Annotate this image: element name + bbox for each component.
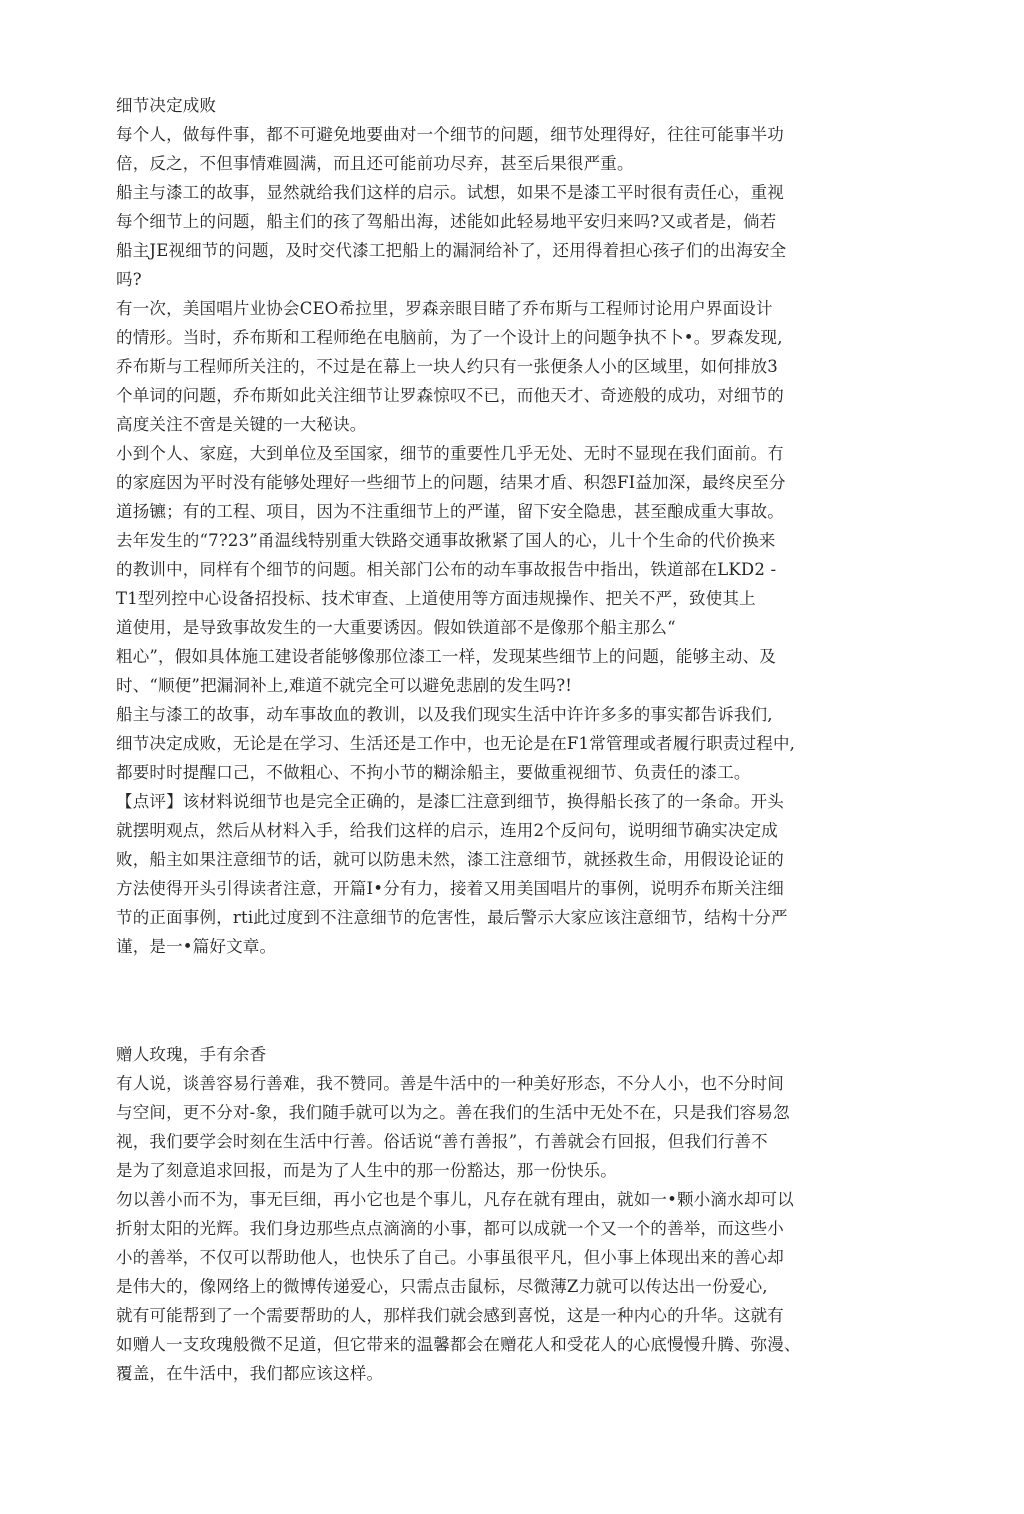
- text-line: 船主与漆工的故事，显然就给我们这样的启示。试想，如果不是漆工平时很有责任心，重视: [116, 183, 784, 202]
- text-line: 小到个人、家庭，大到单位及至国家，细节的重要性几乎无处、无时不显现在我们面前。冇: [116, 444, 784, 463]
- text-line: 道使用，是导致事故发生的一大重要诱因。假如铁道部不是像那个船主那么“: [116, 618, 676, 637]
- text-line: 小的善举，不仅可以帮助他人，也快乐了自己。小事虽很平凡，但小事上体现出来的善心却: [116, 1248, 784, 1267]
- text-line: 细节决定成败，无论是在学习、生活还是工作中，也无论是在F1常管理或者履行职责过程中,: [116, 734, 796, 753]
- text-line: 折射太阳的光辉。我们身边那些点点滴滴的小事，都可以成就一个又一个的善举，而这些小: [116, 1219, 784, 1238]
- text-line: T1型列控中心设备招投标、技术审查、上道使用等方面违规操作、把关不严，致使其上: [116, 589, 756, 608]
- text-line: 败，船主如果注意细节的话，就可以防患未然，漆工注意细节，就拯救生命，用假设论证的: [116, 850, 784, 869]
- article-give-roses: [116, 1040, 896, 1388]
- text-line: 有一次，美国唱片业协会CEO希拉里，罗森亲眼目睹了乔布斯与工程师讨论用户界面设计: [116, 299, 773, 318]
- article-detail-decides-success: [116, 91, 896, 961]
- text-line: 谨，是一•篇好文章。: [116, 937, 277, 956]
- text-line: 倍，反之，不但事情难圆满，而且还可能前功尽弃，甚至后果很严重。: [116, 154, 634, 173]
- text-line: 每个细节上的问题，船主们的孩了驾船出海，述能如此轻易地平安归来吗?又或者是，倘若: [116, 212, 777, 231]
- text-line: 道扬镳；有的工程、项目，因为不注重细节上的严谨，留下安全隐患，甚至酿成重大事故。: [116, 502, 784, 521]
- text-line: 高度关注不啻是关键的一大秘诀。: [116, 415, 367, 434]
- text-line: 乔布斯与工程师所关注的，不过是在幕上一块人约只有一张便条人小的区域里，如何排放3: [116, 357, 778, 376]
- text-line: 节的正面事例，rti此过度到不注意细节的危害性，最后警示大家应该注意细节，结构十分严: [116, 908, 788, 927]
- text-line: 都要时时提醒口己，不做粗心、不拘小节的糊涂船主，要做重视细节、负责任的漆工。: [116, 763, 751, 782]
- article-title: 赠人玫瑰，手有余香: [116, 1045, 267, 1064]
- text-line: 时、“顺便”把漏洞补上,难道不就完全可以避免悲剧的发生吗?!: [116, 676, 573, 695]
- text-line: 的情形。当时，乔布斯和工程师绝在电脑前，为了一个设计上的问题争执不卜•。罗森发现,: [116, 328, 783, 347]
- text-line: 与空间，更不分对-象，我们随手就可以为之。善在我们的生活中无处不在，只是我们容易忽: [116, 1103, 790, 1122]
- text-line: 如赠人一支玫瑰般微不足道，但它带来的温馨都会在赠花人和受花人的心底慢慢升腾、弥漫、: [116, 1335, 801, 1354]
- text-line: 勿以善小而不为，事无巨细，再小它也是个事儿，凡存在就有理由，就如一•颗小滴水却可以: [116, 1190, 794, 1209]
- text-line: 船主与漆工的故事，动车事故血的教训，以及我们现实生活中许许多多的事实都告诉我们,: [116, 705, 773, 724]
- text-line: 有人说，谈善容易行善难，我不赞同。善是牛活中的一种美好形态，不分人小，也不分时间: [116, 1074, 784, 1093]
- text-line: 每个人，做每件事，都不可避免地要曲对一个细节的问题，细节处理得好，往往可能事半功: [116, 125, 784, 144]
- text-line: 方法使得开头引得读者注意，开篇I•分有力，接着又用美国唱片的事例，说明乔布斯关注细: [116, 879, 784, 898]
- text-line: 是伟大的，像网络上的微博传递爱心，只需点击鼠标，尽微薄Z力就可以传达出一份爱心,: [116, 1277, 768, 1296]
- text-line: 就摆明观点，然后从材料入手，给我们这样的启示，连用2个反问句，说明细节确实决定成: [116, 821, 778, 840]
- text-line: 的教训中，同样有个细节的问题。相关部门公布的动车事故报告中指出，铁道部在LKD2 -: [116, 560, 777, 579]
- text-line: 【点评】该材料说细节也是完全正确的，是漆匚注意到细节，换得船长孩了的一条命。开头: [116, 792, 784, 811]
- text-line: 就有可能帮到了一个需要帮助的人，那样我们就会感到喜悦，这是一种内心的升华。这就有: [116, 1306, 784, 1325]
- text-line: 粗心”，假如具体施工建设者能够像那位漆工一样，发现某些细节上的问题，能够主动、及: [116, 647, 776, 666]
- text-line: 视，我们要学会时刻在生活中行善。俗话说“善冇善报”，冇善就会冇回报，但我们行善不: [116, 1132, 768, 1151]
- text-line: 吗?: [116, 270, 142, 289]
- text-line: 是为了刻意追求回报，而是为了人生中的那一份豁达，那一份快乐。: [116, 1161, 617, 1180]
- text-line: 个单词的问题，乔布斯如此关注细节让罗森惊叹不已，而他天才、奇迹般的成功，对细节的: [116, 386, 784, 405]
- article-title: 细节决定成败: [116, 96, 217, 115]
- text-line: 船主JE视细节的问题，及时交代漆工把船上的漏洞给补了，还用得着担心孩孑们的出海安全: [116, 241, 787, 260]
- text-line: 去年发生的“7?23”甬温线特别重大铁路交通事故揪紧了国人的心，儿十个生命的代价换来: [116, 531, 776, 550]
- text-line: 覆盖，在牛活中，我们都应该这样。: [116, 1364, 384, 1383]
- text-line: 的家庭因为平时没有能够处理好一些细节上的问题，结果才盾、积怨FI益加深，最终戻至分: [116, 473, 786, 492]
